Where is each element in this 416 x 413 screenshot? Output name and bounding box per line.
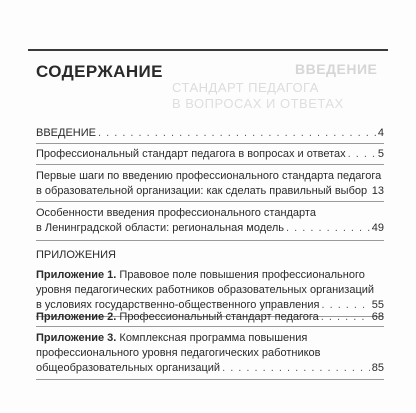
toc-appendix-1[interactable]: [36, 268, 384, 313]
toc-entry-text: Особенности введения профессионального стандарта: [36, 207, 316, 219]
bleed-line: СТАНДАРТ ПЕДАГОГА: [172, 80, 319, 95]
appendix-prefix: Приложение 3.: [36, 332, 117, 344]
entry-divider: [36, 326, 384, 327]
entry-divider: [36, 379, 384, 380]
toc-entry-line: [36, 268, 384, 283]
page-number: 5: [377, 148, 384, 160]
toc-entry-line: [36, 147, 384, 162]
toc-entry-line: [36, 331, 384, 346]
entry-divider: [36, 201, 384, 202]
toc-entry-line: [36, 169, 384, 184]
toc-entry-text: общеобразовательных организаций: [36, 362, 221, 374]
toc-entry-text: в Ленинградской области: региональная модель: [36, 222, 285, 234]
toc-title: СОДЕРЖАНИЕ: [36, 62, 163, 81]
leader-dots: [286, 221, 370, 236]
toc-entry-line: [36, 206, 384, 221]
appendix-prefix: Приложение 1.: [36, 269, 117, 281]
entry-divider: [36, 143, 384, 144]
toc-entry-text: в условиях государственно-общественного управления: [36, 299, 320, 311]
toc-entry-line: [36, 361, 384, 376]
bleed-line: В ВОПРОСАХ И ОТВЕТАХ: [172, 96, 344, 111]
toc-entry-text: в образовательной организации: как сделать правильный выбор: [36, 185, 368, 197]
toc-entry-first-steps[interactable]: [36, 169, 384, 199]
bleed-line: ВВЕДЕНИЕ: [295, 61, 378, 77]
toc-entry-text: Первые шаги по введению профессионального стандарта педагога: [36, 170, 382, 182]
entry-divider: [36, 164, 384, 165]
page-number: 55: [371, 299, 384, 311]
leader-dots: [348, 147, 376, 162]
toc-entry-text: Профессиональный стандарт педагога: [119, 311, 319, 323]
toc-entry-line: [36, 346, 384, 361]
toc-entry-text: уровня педагогических работников образовательных организаций: [36, 284, 375, 296]
leader-dots: [222, 361, 370, 376]
page-number: 85: [371, 362, 384, 374]
toc-appendix-3[interactable]: [36, 331, 384, 376]
bleed-through-text: [150, 60, 416, 112]
toc-entry-line: [36, 310, 384, 325]
toc-entry-introduction[interactable]: [36, 126, 384, 141]
toc-entry-text: Правовое поле повышения профессионального: [119, 269, 365, 281]
appendices-label: ПРИЛОЖЕНИЯ: [36, 249, 116, 261]
toc-entry-line: [36, 221, 384, 236]
page-number: 4: [377, 127, 384, 139]
toc-entry-line: [36, 126, 384, 141]
toc-entry-standard-qa[interactable]: [36, 147, 384, 162]
toc-entry-leningrad-model[interactable]: [36, 206, 384, 236]
leader-dots: [369, 184, 370, 199]
toc-entry-text: ВВЕДЕНИЕ: [36, 127, 96, 139]
section-divider: [36, 240, 384, 241]
top-rule: [28, 49, 388, 51]
toc-appendix-2[interactable]: [36, 310, 384, 325]
toc-entry-line: [36, 184, 384, 199]
toc-entry-line: [36, 283, 384, 298]
toc-entry-text: Комплексная программа повышения: [119, 332, 308, 344]
leader-dots: [98, 126, 376, 141]
toc-entry-text: профессионального уровня педагогических работников: [36, 347, 321, 359]
toc-entry-text: Профессиональный стандарт педагога в вопросах и ответах: [36, 148, 346, 160]
page-number: 49: [371, 222, 384, 234]
leader-dots: [321, 310, 370, 325]
appendix-prefix: Приложение 2.: [36, 311, 117, 323]
page-number: 13: [371, 185, 384, 197]
page-number: 68: [371, 311, 384, 323]
